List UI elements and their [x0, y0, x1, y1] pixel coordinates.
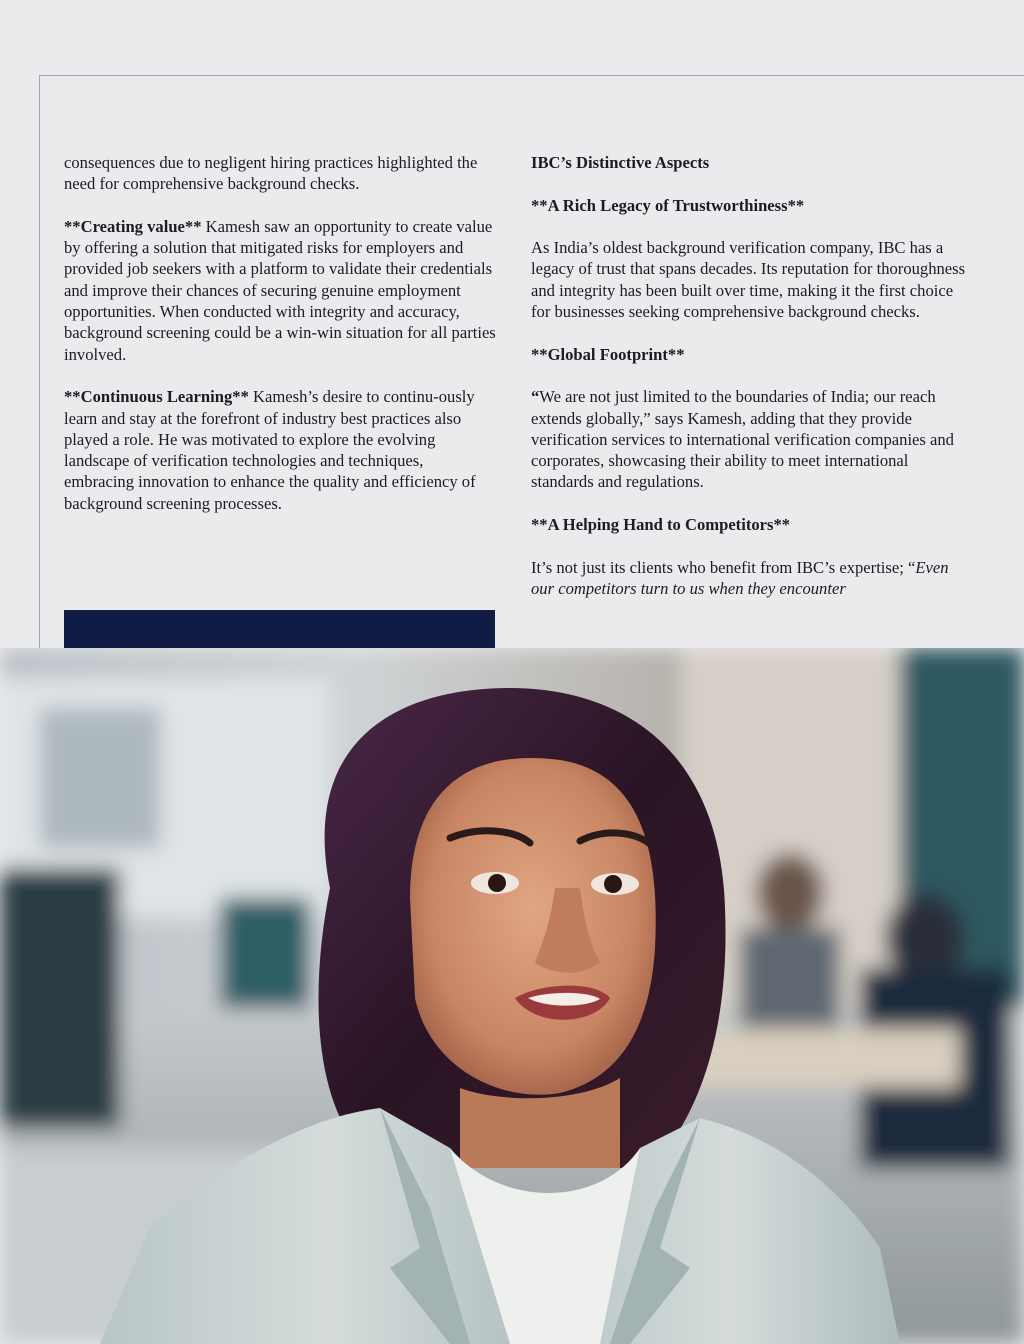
- right-text-column: [531, 152, 971, 599]
- frame-top-rule: [39, 75, 1024, 76]
- left-paragraph-1: consequences due to negligent hiring practices highlighted the need for comprehensive background checks.: [64, 153, 478, 194]
- paragraph-global-text: We are not just limited to the boundaries of India; our reach extends globally,” says Kamesh, adding that they provide verification services to international verification companies and corporates, showcasing their ability to meet international standards and regulations.: [531, 387, 954, 492]
- paragraph-competitors: [531, 557, 971, 600]
- navy-pull-quote-bar: [64, 610, 495, 648]
- section-heading: IBC’s Distinctive Aspects: [531, 153, 710, 172]
- paragraph-global: [531, 386, 971, 492]
- continuous-learning-text: Kamesh’s desire to continu-ously learn and stay at the forefront of industry best practices also played a role. He was motivated to explore the evolving landscape of verification technologies and techniques, embracing innovation to enhance the quality and efficiency of background screening processes.: [64, 387, 476, 513]
- paragraph-competitors-italic: Even our competitors turn to us when they encounter: [531, 557, 949, 598]
- left-text-column: [64, 152, 496, 514]
- left-paragraph-creating-value: [64, 216, 496, 365]
- quote-mark: “: [531, 387, 540, 407]
- paragraph-legacy: As India’s oldest background verification company, IBC has a legacy of trust that spans decades. Its reputation for thoroughness and integrity has been built over time, making it the first choice for businesses seeking comprehensive background checks.: [531, 238, 966, 322]
- subheading-legacy: **A Rich Legacy of Trustworthiness**: [531, 195, 805, 215]
- subheading-global: **Global Footprint**: [531, 344, 685, 364]
- subheading-competitors: **A Helping Hand to Competitors**: [531, 515, 791, 535]
- paragraph-competitors-text: It’s not just its clients who benefit from IBC’s expertise; “: [531, 557, 916, 577]
- continuous-learning-lead: **Continuous Learning**: [64, 387, 249, 407]
- left-paragraph-continuous-learning: [64, 386, 496, 514]
- creating-value-lead: **Creating value**: [64, 216, 202, 236]
- creating-value-text: Kamesh saw an opportunity to create value by offering a solution that mitigated risks for employers and provided job seekers with a platform to validate their credentials and improve their chances of securing genuine employment opportunities. When conducted with integrity and accuracy, background screening could be a win-win situation for all parties involved.: [64, 216, 496, 364]
- frame-left-rule: [39, 75, 40, 648]
- portrait-photo: [0, 648, 1024, 1344]
